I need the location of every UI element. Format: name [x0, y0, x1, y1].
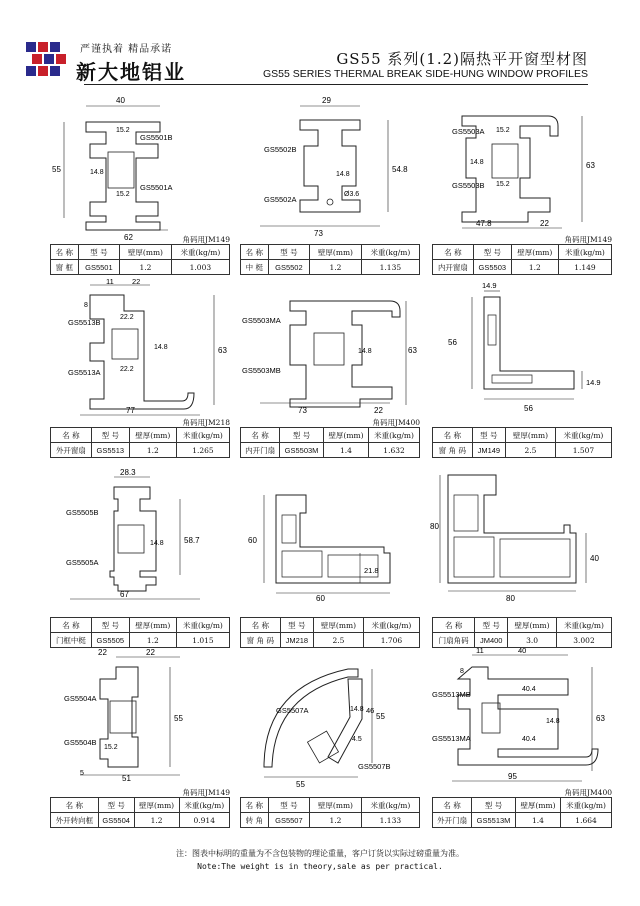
dim-text: 4.5: [352, 736, 362, 743]
dim-text: 14.8: [90, 169, 104, 176]
dim-text: 40: [518, 646, 527, 655]
dim-text: 47.8: [476, 219, 492, 228]
td-model: JM149: [472, 443, 505, 458]
td-weight: 1.015: [176, 633, 229, 648]
td-weight: 1.632: [369, 443, 420, 458]
td-model: GS5502: [268, 260, 309, 275]
td-thickness: 3.0: [508, 633, 557, 648]
dim-text: 21.8: [364, 566, 379, 575]
th-thickness: 壁厚(mm): [511, 245, 558, 260]
dim-text: 60: [316, 594, 325, 603]
th-thickness: 壁厚(mm): [515, 798, 560, 813]
page-title-cn: GS55 系列(1.2)隔热平开窗型材图: [336, 50, 588, 68]
dim-text: 14.8: [350, 706, 364, 713]
spec-table-gs5507: [240, 797, 420, 828]
dim-text: 14.8: [546, 718, 560, 725]
td-weight: 1.265: [176, 443, 229, 458]
td-model: GS5504: [98, 813, 134, 828]
th-name: 名 称: [433, 798, 472, 813]
spec-table-gs5501: [50, 244, 230, 275]
td-model: GS5513M: [472, 813, 516, 828]
spec-table-gs5503m: [240, 427, 420, 458]
part-label: GS5513MA: [432, 734, 471, 743]
spec-table-jm149: [432, 427, 612, 458]
footer-note-en: Note:The weight is in theory,sale as per practical.: [197, 862, 443, 871]
dim-text: 22: [374, 406, 383, 415]
dim-text: 55: [376, 712, 385, 721]
td-name: 门框中梃: [51, 633, 92, 648]
th-name: 名 称: [433, 428, 473, 443]
page-header: [0, 0, 640, 92]
spec-table-gs5503: [432, 244, 612, 275]
profile-drawing-gs5503: [432, 92, 612, 242]
dim-text: 14.8: [154, 344, 168, 351]
company-slogan: 严谨执着 精品承诺: [80, 44, 173, 55]
dim-text: 14.9: [482, 281, 497, 290]
th-thickness: 壁厚(mm): [508, 618, 557, 633]
part-label: GS5507B: [358, 762, 391, 771]
td-thickness: 1.4: [515, 813, 560, 828]
corner-note: 角码用JM400: [372, 418, 420, 427]
profile-drawing-gs5503m: [240, 275, 420, 425]
th-weight: 米重(kg/m): [176, 618, 229, 633]
part-label: GS5507A: [276, 706, 309, 715]
dim-text: 22.2: [120, 366, 134, 373]
dim-text: 55: [296, 780, 305, 789]
spec-table-gs5502: [240, 244, 420, 275]
dim-text: 14.9: [586, 378, 601, 387]
td-thickness: 1.2: [511, 260, 558, 275]
dim-text: 67: [120, 590, 129, 599]
part-label: GS5503MA: [242, 316, 281, 325]
td-thickness: 2.5: [506, 443, 556, 458]
profile-drawing-jm149: [432, 275, 612, 425]
dim-text: 62: [124, 233, 133, 242]
spec-table-jm400: [432, 617, 612, 648]
th-name: 名 称: [241, 798, 269, 813]
dim-text: 14.8: [150, 540, 164, 547]
part-label: GS5505A: [66, 558, 99, 567]
dim-text: 63: [596, 714, 605, 723]
td-model: GS5507: [268, 813, 309, 828]
dim-text: 56: [448, 338, 457, 347]
th-thickness: 壁厚(mm): [310, 245, 362, 260]
profile-drawing-gs5502: [240, 92, 420, 242]
td-name: 门扇角码: [433, 633, 475, 648]
th-thickness: 壁厚(mm): [506, 428, 556, 443]
th-weight: 米重(kg/m): [558, 245, 611, 260]
dim-text: 55: [174, 714, 183, 723]
dim-text: 5: [80, 770, 84, 777]
part-label: GS5502B: [264, 145, 297, 154]
profile-drawing-gs5513: [50, 275, 230, 425]
td-model: GS5501: [78, 260, 119, 275]
spec-table-gs5504: [50, 797, 230, 828]
dim-text: 15.2: [104, 744, 118, 751]
td-model: GS5503M: [280, 443, 324, 458]
dim-text: 22.2: [120, 314, 134, 321]
part-label: GS5501B: [140, 133, 173, 142]
th-model: 型 号: [268, 245, 309, 260]
td-thickness: 1.4: [323, 443, 368, 458]
part-label: GS5502A: [264, 195, 297, 204]
td-weight: 1.135: [361, 260, 419, 275]
profile-drawing-jm400: [432, 465, 612, 615]
dim-text: 80: [506, 594, 515, 603]
th-weight: 米重(kg/m): [555, 428, 611, 443]
dim-text: 11: [476, 646, 484, 655]
td-name: 转 角: [241, 813, 269, 828]
page-title-en: GS55 SERIES THERMAL BREAK SIDE-HUNG WINDOW PROFILES: [263, 68, 588, 80]
dim-text: 56: [524, 404, 533, 413]
dim-text: 73: [314, 229, 323, 238]
th-name: 名 称: [51, 798, 99, 813]
th-weight: 米重(kg/m): [171, 245, 229, 260]
company-logo-icon: [22, 38, 68, 82]
th-model: 型 号: [475, 618, 508, 633]
part-label: GS5513A: [68, 368, 101, 377]
td-weight: 1.003: [171, 260, 229, 275]
th-weight: 米重(kg/m): [556, 618, 611, 633]
td-weight: 1.664: [561, 813, 612, 828]
td-name: 内开窗扇: [433, 260, 474, 275]
dim-text: Ø3.6: [344, 191, 360, 198]
dim-text: 8: [84, 302, 88, 309]
dim-text: 40.4: [522, 736, 536, 743]
th-name: 名 称: [51, 428, 92, 443]
th-weight: 米重(kg/m): [176, 428, 229, 443]
spec-table-gs5513: [50, 427, 230, 458]
td-name: 外开转向框: [51, 813, 99, 828]
th-thickness: 壁厚(mm): [314, 618, 364, 633]
td-model: GS5505: [91, 633, 129, 648]
dim-text: 60: [248, 536, 257, 545]
th-model: 型 号: [280, 618, 313, 633]
td-thickness: 1.2: [310, 813, 362, 828]
th-thickness: 壁厚(mm): [310, 798, 362, 813]
th-name: 名 称: [433, 245, 474, 260]
profile-drawing-gs5504: [50, 645, 230, 795]
dim-text: 22: [98, 648, 107, 657]
th-name: 名 称: [241, 245, 269, 260]
part-label: GS5503A: [452, 127, 485, 136]
profile-drawing-jm218: [240, 465, 420, 615]
td-name: 窗 角 码: [241, 633, 281, 648]
td-weight: 1.507: [555, 443, 611, 458]
header-divider: [84, 84, 588, 85]
dim-text: 46: [366, 706, 375, 715]
dim-text: 8: [460, 668, 464, 675]
spec-table-jm218: [240, 617, 420, 648]
td-model: JM400: [475, 633, 508, 648]
td-thickness: 2.5: [314, 633, 364, 648]
profile-drawing-gs5507: [240, 645, 420, 795]
td-name: 外开门扇: [433, 813, 472, 828]
dim-text: 14.8: [336, 171, 350, 178]
td-name: 窗 角 码: [433, 443, 473, 458]
corner-note: 角码用JM149: [182, 788, 230, 797]
th-name: 名 称: [241, 618, 281, 633]
th-weight: 米重(kg/m): [561, 798, 612, 813]
td-thickness: 1.2: [134, 813, 179, 828]
th-model: 型 号: [268, 798, 309, 813]
profile-drawing-gs5513m: [432, 645, 612, 795]
dim-text: 58.7: [184, 536, 200, 545]
dim-text: 40: [116, 96, 125, 105]
th-model: 型 号: [472, 798, 516, 813]
part-label: GS5505B: [66, 508, 99, 517]
dim-text: 22: [540, 219, 549, 228]
corner-note: 角码用JM149: [564, 235, 612, 244]
td-thickness: 1.2: [129, 443, 176, 458]
part-label: GS5504B: [64, 738, 97, 747]
th-name: 名 称: [51, 245, 79, 260]
part-label: GS5503MB: [242, 366, 281, 375]
th-weight: 米重(kg/m): [361, 245, 419, 260]
dim-text: 63: [586, 161, 595, 170]
dim-text: 28.3: [120, 468, 136, 477]
profile-drawing-gs5501: [50, 92, 230, 242]
th-weight: 米重(kg/m): [361, 798, 419, 813]
th-model: 型 号: [91, 618, 129, 633]
dim-text: 63: [408, 346, 417, 355]
part-label: GS5513MB: [432, 690, 471, 699]
dim-text: 11: [106, 277, 114, 286]
th-model: 型 号: [473, 245, 511, 260]
td-weight: 1.706: [363, 633, 419, 648]
dim-text: 51: [122, 774, 131, 783]
th-weight: 米重(kg/m): [363, 618, 419, 633]
td-name: 中 梃: [241, 260, 269, 275]
dim-text: 54.8: [392, 165, 408, 174]
dim-text: 15.2: [496, 127, 510, 134]
corner-note: 角码用JM218: [182, 418, 230, 427]
corner-note: 角码用JM400: [564, 788, 612, 797]
th-thickness: 壁厚(mm): [323, 428, 368, 443]
profile-drawing-gs5505: [50, 465, 230, 615]
part-label: GS5504A: [64, 694, 97, 703]
td-name: 内开门扇: [241, 443, 280, 458]
td-weight: 1.149: [558, 260, 611, 275]
dim-text: 80: [430, 522, 439, 531]
dim-text: 63: [218, 346, 227, 355]
dim-text: 15.2: [116, 191, 130, 198]
th-model: 型 号: [280, 428, 324, 443]
corner-note: 角码用JM149: [182, 235, 230, 244]
dim-text: 55: [52, 165, 61, 174]
th-model: 型 号: [91, 428, 129, 443]
th-weight: 米重(kg/m): [179, 798, 230, 813]
part-label: GS5503B: [452, 181, 485, 190]
td-model: GS5513: [91, 443, 129, 458]
th-thickness: 壁厚(mm): [129, 618, 176, 633]
dim-text: 14.8: [358, 348, 372, 355]
th-model: 型 号: [78, 245, 119, 260]
th-model: 型 号: [472, 428, 505, 443]
td-weight: 0.914: [179, 813, 230, 828]
part-label: GS5513B: [68, 318, 101, 327]
dim-text: 73: [298, 406, 307, 415]
th-thickness: 壁厚(mm): [129, 428, 176, 443]
th-thickness: 壁厚(mm): [134, 798, 179, 813]
spec-table-gs5505: [50, 617, 230, 648]
th-name: 名 称: [51, 618, 92, 633]
th-name: 名 称: [241, 428, 280, 443]
th-model: 型 号: [98, 798, 134, 813]
td-name: 窗 框: [51, 260, 79, 275]
dim-text: 15.2: [116, 127, 130, 134]
dim-text: 40: [590, 554, 599, 563]
footer-note-cn: 注：图表中标明的重量为不含包装物的理论重量，客户订货以实际过磅重量为准。: [176, 849, 464, 858]
dim-text: 40.4: [522, 686, 536, 693]
company-name: 新大地铝业: [76, 60, 186, 84]
th-name: 名 称: [433, 618, 475, 633]
td-model: GS5503: [473, 260, 511, 275]
td-thickness: 1.2: [129, 633, 176, 648]
dim-text: 22: [132, 277, 141, 286]
th-weight: 米重(kg/m): [369, 428, 420, 443]
dim-text: 22: [146, 648, 155, 657]
dim-text: 14.8: [470, 159, 484, 166]
th-thickness: 壁厚(mm): [120, 245, 172, 260]
td-name: 外开窗扇: [51, 443, 92, 458]
dim-text: 77: [126, 406, 135, 415]
td-thickness: 1.2: [310, 260, 362, 275]
dim-text: 15.2: [496, 181, 510, 188]
td-model: JM218: [280, 633, 313, 648]
dim-text: 95: [508, 772, 517, 781]
dim-text: 29: [322, 96, 331, 105]
td-weight: 1.133: [361, 813, 419, 828]
td-thickness: 1.2: [120, 260, 172, 275]
spec-table-gs5513m: [432, 797, 612, 828]
part-label: GS5501A: [140, 183, 173, 192]
td-weight: 3.002: [556, 633, 611, 648]
